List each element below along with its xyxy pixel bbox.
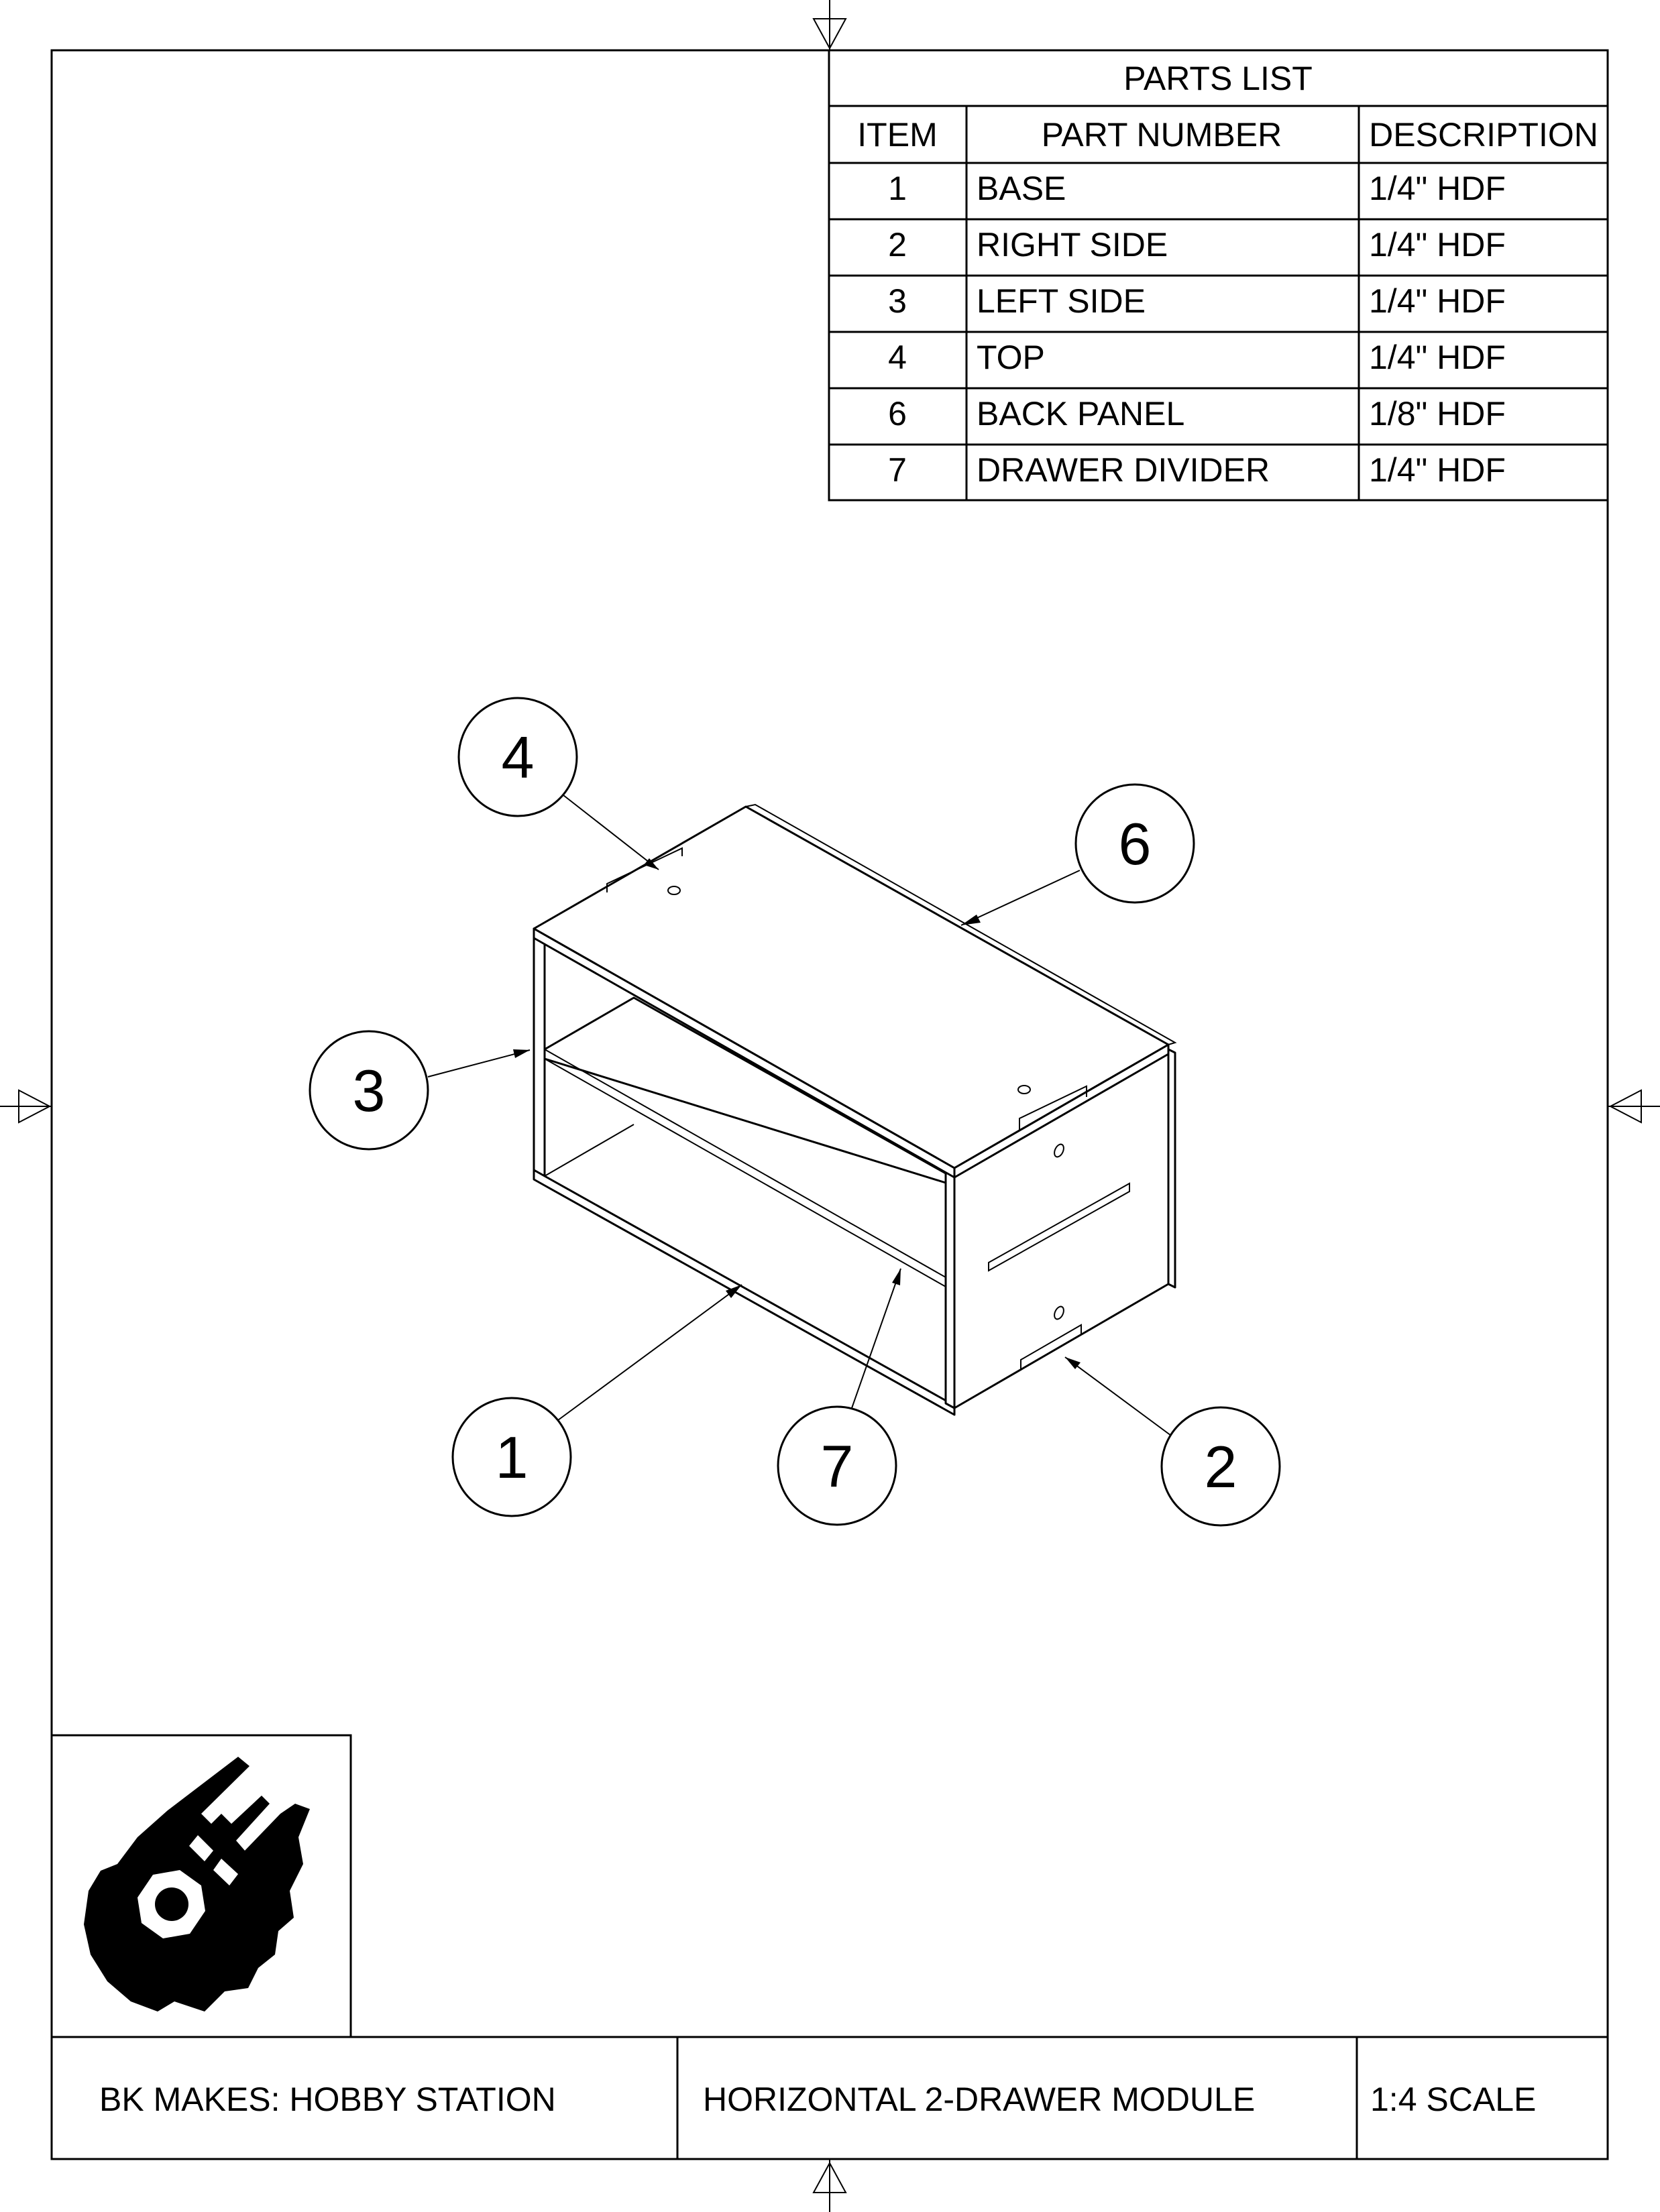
balloon-1 [453,1285,742,1516]
row-description: 1/4" HDF [1369,170,1506,207]
row-part-number: RIGHT SIDE [977,226,1168,264]
row-part-number: DRAWER DIVIDER [977,451,1270,489]
balloon-2 [1065,1357,1280,1525]
balloon-6 [961,784,1194,925]
row-item: 3 [888,282,907,320]
base-panel [534,1170,954,1415]
bk-makes-logo-icon [84,1757,310,2012]
centering-mark-left [0,1090,52,1122]
parts-list-title: PARTS LIST [1123,60,1313,97]
table-row [888,395,1506,432]
drawing-title: HORIZONTAL 2-DRAWER MODULE [703,2081,1256,2118]
isometric-assembly-view [534,805,1175,1415]
project-name: BK MAKES: HOBBY STATION [99,2081,556,2118]
row-item: 6 [888,395,907,432]
header-description: DESCRIPTION [1369,116,1598,154]
row-item: 4 [888,339,907,376]
row-description: 1/4" HDF [1369,339,1506,376]
centering-mark-right [1608,1090,1660,1122]
balloon-7 [778,1269,901,1525]
balloon-4-label: 4 [501,724,535,791]
row-part-number: BACK PANEL [977,395,1185,432]
row-part-number: LEFT SIDE [977,282,1146,320]
header-part-number: PART NUMBER [1041,116,1282,154]
table-row [888,339,1506,376]
balloon-7-label: 7 [820,1433,854,1499]
centering-mark-bottom [814,2159,846,2212]
row-item: 2 [888,226,907,264]
table-row [888,451,1506,489]
left-side-panel [534,929,545,1176]
balloon-1-label: 1 [495,1424,529,1491]
balloon-3 [310,1031,530,1149]
logo-box [52,1735,351,2037]
table-row [888,226,1506,264]
drawing-scale: 1:4 SCALE [1370,2081,1537,2118]
parts-list-table [829,50,1608,500]
row-part-number: BASE [977,170,1066,207]
balloon-3-label: 3 [352,1057,386,1124]
row-item: 7 [888,451,907,489]
balloon-4 [459,698,659,870]
row-description: 1/4" HDF [1369,226,1506,264]
centering-mark-top [814,0,846,50]
balloon-6-label: 6 [1118,811,1152,877]
row-part-number: TOP [977,339,1045,376]
table-row [888,170,1506,207]
table-row [888,282,1506,320]
row-item: 1 [888,170,907,207]
row-description: 1/8" HDF [1369,395,1506,432]
balloon-2-label: 2 [1204,1434,1237,1500]
row-description: 1/4" HDF [1369,451,1506,489]
header-item: ITEM [857,116,938,154]
title-block [52,2037,1608,2159]
row-description: 1/4" HDF [1369,282,1506,320]
